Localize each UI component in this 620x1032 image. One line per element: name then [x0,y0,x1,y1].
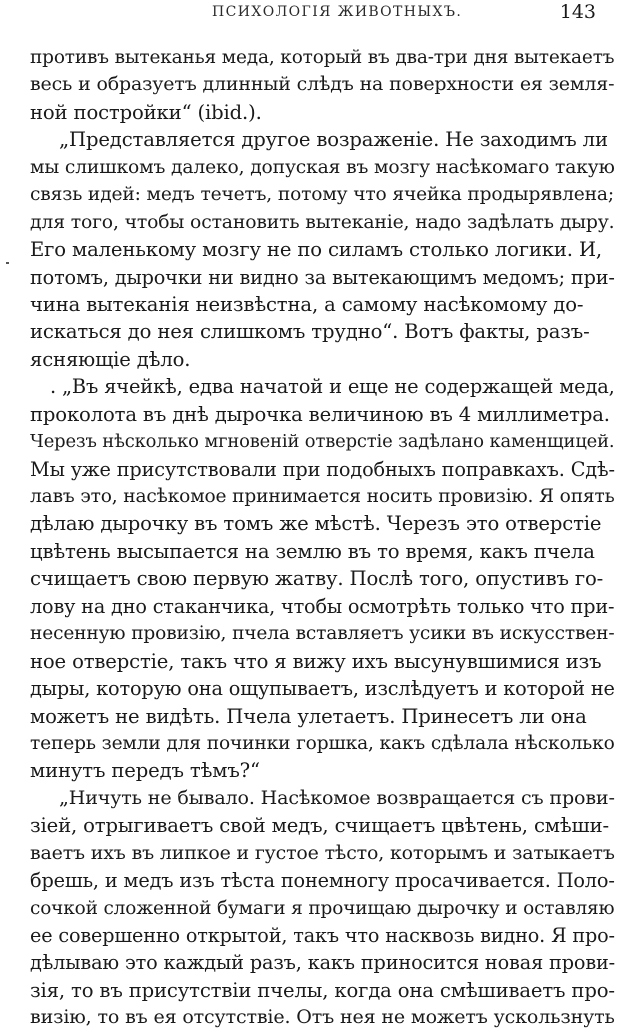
running-head: ПСИХОЛОГІЯ ЖИВОТНЫХЪ. [212,4,463,20]
text-line: дѣлаю дырочку въ томъ же мѣстѣ. Черезъ это отверстіе [30,512,602,536]
text-line: счищаетъ свою первую жатву. Послѣ того, опустивъ го- [30,567,604,591]
text-line: для того, чтобы остановить вытеканіе, надо задѣлать дыру. [30,211,615,233]
text-line: ной постройки“ (ibid.). [30,100,262,124]
text-line: Его маленькому мозгу не по силамъ столько логики. И, [30,238,602,262]
page-number: 143 [559,1,596,23]
text-line: дыры, которую она ощупываетъ, изслѣдуетъ и которой не [30,677,615,701]
text-line: теперь земли для починки горшка, какъ сдѣлала нѣсколько [30,732,615,754]
text-line: ваетъ ихъ въ липкое и густое тѣсто, которымъ и затыкаетъ [30,841,615,864]
body-text [30,44,615,1032]
text-line: искаться до нея слишкомъ трудно“. Вотъ факты, разъ- [30,320,590,344]
text-line: потомъ, дырочки ни видно за вытекающимъ медомъ; при- [30,265,615,289]
text-line: мы слишкомъ далеко, допуская въ мозгу насѣкомаго такую [30,156,615,178]
text-line: ее совершенно открытой, такъ что насквозь видно. Я про- [30,924,615,947]
text-line: чина вытеканія неизвѣстна, а самому насѣкомому до- [30,292,584,316]
margin-mark [6,262,9,264]
text-line: ное отверстіе, такъ что я вижу ихъ высунувшимися изъ [30,649,602,673]
paragraph-start-line: „Ничуть не бывало. Насѣкомое возвращается съ прови- [59,786,615,809]
text-line: брешь, и медъ изъ тѣста понемногу просачивается. Поло- [30,869,615,893]
text-line: лавъ это, насѣкомое принимается носить провизію. Я опять [30,486,615,507]
text-line: зіей, отрыгиваетъ свой медъ, счищаетъ цвѣтень, смѣши- [30,814,609,838]
text-line: можетъ не видѣть. Пчела улетаетъ. Принесетъ ли она [30,704,587,728]
text-line: несенную провизію, пчела вставляетъ усики въ искусствен- [30,623,615,645]
text-line: весь и образуетъ длинный слѣдъ на поверхности ея земля- [30,73,615,96]
text-line: визію, то въ ея отсутствіе. Отъ нея не можетъ ускользнуть [30,1006,615,1029]
text-line: связь идей: медъ течетъ, потому что ячейка продырявлена; [30,184,614,206]
text-line: противъ вытеканья меда, который въ два-три дня вытекаетъ [30,47,615,68]
text-line: цвѣтень высыпается на землю въ то время, какъ пчела [30,539,595,563]
text-line: проколота въ днѣ дырочка величиною въ 4 миллиметра. [30,402,610,426]
text-line: Мы уже присутствовали при подобныхъ поправкахъ. Сдѣ- [30,457,615,481]
text-line: лову на дно стаканчика, чтобы осмотрѣть только что при- [30,594,615,618]
paragraph-start-line: „Представляется другое возраженіе. Не заходимъ ли [59,128,608,152]
text-line: дѣлываю это каждый разъ, какъ приносится новая прови- [30,951,615,975]
text-line: минутъ передъ тѣмъ?“ [30,759,260,783]
paragraph-start-line: . „Въ ячейкѣ, едва начатой и еще не содержащей меда, [50,375,615,399]
text-line: ясняющіе дѣло. [30,347,191,371]
text-line: Черезъ нѣсколько мгновеній отверстіе задѣлано каменщицей. [30,431,615,453]
text-line: зія, то въ присутствіи пчелы, когда она смѣшиваетъ про- [30,978,615,1002]
text-line: сочкой сложенной бумаги я прочищаю дырочку и оставляю [30,897,615,919]
